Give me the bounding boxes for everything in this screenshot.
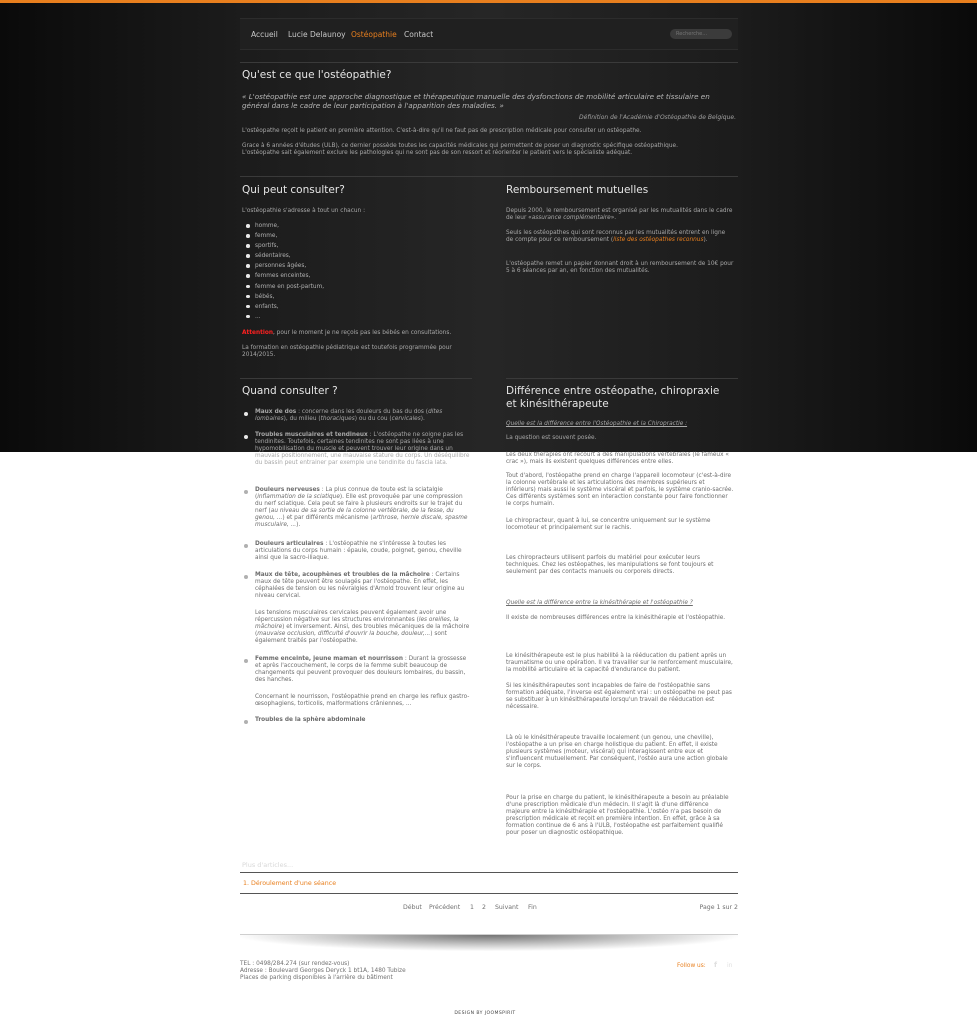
remb-p1-end: ». — [610, 215, 617, 221]
list-item: homme, — [243, 221, 324, 231]
pagination-page-of: Page 1 sur 2 — [699, 904, 738, 911]
pagination-prev[interactable]: Précédent — [429, 904, 461, 911]
item-title: Douleurs nerveuses — [255, 487, 320, 493]
remb-p1-italic: assurance complémentaire — [531, 215, 611, 221]
diff-question-2: Quelle est la différence entre la kinésithérapie et l'ostéopathie ? — [506, 600, 693, 606]
bullet-icon — [244, 575, 248, 579]
quand-item-sphere-abdominale — [255, 717, 470, 724]
list-item: femmes enceintes, — [243, 271, 324, 281]
dark-header-band — [0, 3, 977, 452]
intro-definition-source: Définition de l'Académie d'Ostéopathie de Belgique. — [579, 114, 736, 121]
qui-attention — [242, 330, 474, 337]
diff-paragraph-4: Les chiropracteurs utilisent parfois du matériel pour exécuter leurs techniques. Chez les ostéopathes, les manipulations se font toujours et seulement par des contacts manuels ou corporels directs. — [506, 555, 714, 576]
bullet-icon — [244, 544, 248, 548]
linkedin-icon[interactable]: in — [727, 962, 733, 969]
diff-paragraph-5: Le kinésithérapeute est le plus habilité à la rééducation du patient après un traumatisme ou une opération. Il va travailler sur le renforcement musculaire, la mobilité articulaire et la capacité d'endurance du patient. — [506, 653, 733, 674]
diff-title: Différence entre ostéopathe, chiropraxie et kinésithérapeute — [506, 385, 720, 410]
quand-item-douleurs-nerveuses — [255, 487, 470, 530]
divider — [240, 378, 472, 379]
item-italic: inflammation de la sciatique — [257, 494, 340, 501]
footer-shadow — [240, 935, 738, 951]
diff-paragraph-3: Le chiropracteur, quant à lui, se concentre uniquement sur le système locomoteur et principalement sur le rachis. — [506, 518, 711, 532]
pagination-end[interactable]: Fin — [528, 904, 537, 911]
more-articles-title: Plus d'articles... — [242, 861, 294, 869]
divider — [506, 176, 738, 177]
item-text: : L'ostéopathe ne soigne pas les tendinites. Toutefois, certaines tendinites ne sont pas liées à une hypomobilisation du muscle et peuvent trouver leur origine dans un mauvais positionnement, une mauvaise stature du corps. Un déséquilibre du bassin peut entrainer par exemple une tendinite du fascia lata. — [255, 432, 470, 467]
list-item: enfants, — [243, 302, 324, 312]
more-articles-item — [243, 880, 336, 887]
list-item: femme en post-partum, — [243, 282, 324, 292]
quand-item-maux-de-dos — [255, 409, 470, 423]
qui-lead: L'ostéopathie s'adresse à tout un chacun : — [242, 208, 366, 214]
nav-item-lucie-delaunoy[interactable]: Lucie Delaunoy — [288, 30, 346, 39]
diff-q2-intro: Il existe de nombreuses différences entre la kinésithérapie et l'ostéopathie. — [506, 615, 726, 621]
remb-paragraph-2 — [506, 230, 734, 244]
item-italic: arthrose, hernie discale, spasme musculaire, ... — [255, 515, 468, 529]
item-text: : Durant la grossesse et après l'accouchement, le corps de la femme subit beaucoup de changements qui peuvent provoquer des douleurs lombaires, du bassin, des hanches. — [255, 656, 467, 684]
follow-us-label: Follow us: — [677, 963, 706, 969]
quand-item-maux-de-tete-p2 — [255, 610, 472, 645]
item-title: Maux de dos — [255, 409, 297, 415]
divider — [240, 62, 738, 63]
diff-paragraph-7: Là où le kinésithérapeute travaille localement (un genou, une cheville), l'ostéopathe a un prise en charge holistique du patient. En effet, il existe plusieurs systèmes (moteur, viscéral) qui interagissent entre eux et s'influencent mutuellement. Par conséquent, l'ostéo aura une action globale sur le corps. — [506, 735, 728, 770]
list-item: ... — [243, 312, 324, 322]
item-text: : concerne dans les douleurs du bas du dos ( — [296, 409, 429, 415]
search-input[interactable] — [670, 29, 732, 39]
intro-paragraph-1: L'ostéopathe reçoit le patient en première attention. C'est-à-dire qu'il ne faut pas de prescription médicale pour consulter un ostéopathe. — [242, 128, 642, 134]
bullet-icon — [244, 659, 248, 663]
item-italic: les oreilles, la mâchoire — [255, 617, 459, 631]
quand-item-douleurs-articulaires — [255, 541, 470, 562]
quand-item-troubles-musculaires — [255, 432, 470, 467]
attention-text: , pour le moment je ne reçois pas les bébés en consultations. — [272, 330, 452, 336]
item-text: ). — [420, 416, 425, 423]
list-item: sédentaires, — [243, 251, 324, 261]
item-text: ) et par différents mécanisme ( — [282, 515, 373, 522]
item-italic: thoraciques — [320, 416, 355, 423]
item-text: ). — [296, 522, 301, 529]
pagination-page-1[interactable]: 1 — [470, 904, 474, 911]
bullet-icon — [244, 412, 248, 416]
intro-paragraph-2b: L'ostéopathe sait également exclure les pathologies qui ne sont pas de son ressort et réorienter le patient vers le spécialiste adéquat. — [242, 150, 633, 156]
item-text: ), du milieu ( — [283, 416, 321, 423]
quand-item-maux-de-tete — [255, 572, 470, 600]
list-item: femme, — [243, 231, 324, 241]
item-title: Troubles de la sphère abdominale — [255, 717, 366, 723]
item-text: ) sont également traités par l'ostéopathe. — [255, 631, 447, 645]
article-link-deroulement[interactable]: Déroulement d'une séance — [251, 880, 337, 887]
reconnus-list-link[interactable]: liste des ostéopathes reconnus — [613, 237, 704, 243]
nav-item-contact[interactable]: Contact — [404, 30, 434, 39]
item-text: ) ou du cou ( — [354, 416, 392, 423]
item-text: : La plus connue de toute est la sciatalgie ( — [255, 487, 443, 501]
remb-p2-end: ). — [703, 237, 708, 243]
item-title: Troubles musculaires et tendineux — [255, 432, 368, 438]
diff-paragraph-2: Tout d'abord, l'ostéopathe prend en charge l'appareil locomoteur (c'est-à-dire la colonne vertébrale et les articulations des membres supérieurs et inférieurs) mais aussi le système viscéral et parfois, le système cranio-sacrée. Ces différents systèmes sont en interaction constante pour faire fonctionner le corps humain. — [506, 473, 734, 508]
divider — [506, 378, 738, 379]
footer-address: Adresse : Boulevard Georges Deryck 1 bt1A, 1480 Tubize — [240, 968, 406, 974]
diff-paragraph-1: Les deux thérapies ont recourt à des manipulations vertébrales (le fameux « crac »), mais ils existent quelques différences entre elles. — [506, 452, 729, 466]
item-title: Femme enceinte, jeune maman et nourrisson — [255, 656, 403, 662]
remb-paragraph-3: L'ostéopathe remet un papier donnant droit à un remboursement de 10€ pour 5 à 6 séances par an, en fonction des mutualités. — [506, 261, 734, 274]
bullet-icon — [244, 435, 248, 439]
attention-label: Attention — [242, 330, 273, 336]
item-number: 1. — [243, 880, 250, 887]
remb-paragraph-1 — [506, 208, 734, 222]
nav-item-accueil[interactable]: Accueil — [251, 30, 278, 39]
intro-title: Qu'est ce que l'ostéopathie? — [242, 69, 392, 81]
list-item: sportifs, — [243, 241, 324, 251]
item-text: : L'ostéopathie ne s'intéresse à toutes les articulations du corps humain : épaule, coude, poignet, genou, cheville ainsi que la sacro-iliaque. — [255, 541, 462, 562]
item-text: : Certains maux de tête peuvent être soulagés par l'ostéopathe. En effet, les céphalées de tension ou les névralgies d'Arnold trouvent leur origine au niveau cervical. — [255, 572, 465, 600]
remb-p1-text: Depuis 2000, le remboursement est organisé par les mutualités dans le cadre de leur « — [506, 208, 733, 221]
item-text: ). Elle est provoquée par une compression du nerf sciatique. Cela peut se faire à plusieurs endroits sur le trajet du nerf ( — [255, 494, 463, 515]
qui-list — [243, 221, 324, 322]
diff-paragraph-6: Si les kinésithérapeutes sont incapables de faire de l'ostéopathie sans formation adéquate, l'inverse est également vrai : un ostéopathe ne peut pas se substituer à un kinésithérapeute lorsqu'un travail de rééducation est nécessaire. — [506, 683, 732, 711]
quand-item-femme-enceinte — [255, 656, 470, 684]
divider — [240, 872, 738, 873]
item-title: Maux de tête, acouphènes et troubles de la mâchoire — [255, 572, 430, 578]
footer-parking: Places de parking disponibles à l'arrière du bâtiment — [240, 975, 393, 981]
item-italic: mauvaise occlusion, difficulté d'ouvrir la bouche, douleur,... — [257, 631, 431, 638]
bullet-icon — [244, 490, 248, 494]
remb-p2-text: Seuls les ostéopathes qui sont reconnus par les mutualités entrent en ligne de compte pour ce remboursement ( — [506, 230, 726, 243]
design-credit[interactable]: DESIGN BY JOOMSPIRIT — [454, 1011, 516, 1016]
diff-q1-intro: La question est souvent posée. — [506, 435, 597, 441]
list-item: personnes âgées, — [243, 261, 324, 271]
facebook-icon[interactable]: f — [714, 961, 718, 969]
divider — [240, 893, 738, 894]
item-italic: au niveau de sa sortie de la colonne vertébrale, de la fesse, du genou, ... — [255, 508, 454, 522]
intro-paragraph-2a: Grace à 6 années d'études (ULB), ce dernier possède toutes les capacités médicales qui permettent de poser un diagnostic spécifique ostéopathique. — [242, 143, 678, 149]
intro-quote: « L'ostéopathie est une approche diagnostique et thérapeutique manuelle des dysfonctions de mobilité articulaire et tissulaire en général dans le cadre de leur participation à l'apparition des maladies. » — [242, 92, 710, 110]
main-navigation — [240, 18, 738, 50]
qui-formation: La formation en ostéopathie pédiatrique est toutefois programmée pour 2014/2015. — [242, 345, 452, 358]
list-item: bébés, — [243, 292, 324, 302]
item-italic: dites lombaires — [255, 409, 443, 423]
footer-tel: TEL : 0498/284.274 (sur rendez-vous) — [240, 961, 350, 967]
pagination-start[interactable]: Début — [403, 904, 422, 911]
qui-title: Qui peut consulter? — [242, 184, 345, 196]
item-italic: cervicales — [391, 416, 421, 423]
pagination-next[interactable]: Suivant — [495, 904, 519, 911]
item-text: ) et inversement. Ainsi, des troubles mécaniques de la mâchoire ( — [255, 624, 470, 638]
remb-title: Remboursement mutuelles — [506, 184, 649, 196]
diff-paragraph-8: Pour la prise en charge du patient, le kinésithérapeute a besoin au préalable d'une prescription médicale d'un médecin. Il s'agit là d'une différence majeure entre la kinésithérapie et l'ostéopathie. L'ostéo n'a pas besoin de prescription médicale et reçoit en première intention. En effet, grâce à sa formation continue de 6 ans à l'ULB, l'ostéopathe est parfaitement qualifié pour poser un diagnostic ostéopathique. — [506, 795, 729, 837]
item-title: Douleurs articulaires — [255, 541, 324, 547]
pagination-page-2[interactable]: 2 — [482, 904, 486, 911]
diff-question-1: Quelle est la différence entre l'Ostéopathie et la Chiropractie : — [506, 421, 688, 427]
bullet-icon — [244, 720, 248, 724]
nav-item-osteopathie[interactable]: Ostéopathie — [351, 30, 397, 39]
item-text: Les tensions musculaires cervicales peuvent également avoir une répercussion négative sur les structures environnantes ( — [255, 610, 447, 624]
quand-item-femme-enceinte-p2: Concernant le nourrisson, l'ostéopathie prend en charge les reflux gastro-œsophagiens, torticolis, malformations crâniennes, ... — [255, 694, 470, 708]
quand-title: Quand consulter ? — [242, 385, 338, 397]
